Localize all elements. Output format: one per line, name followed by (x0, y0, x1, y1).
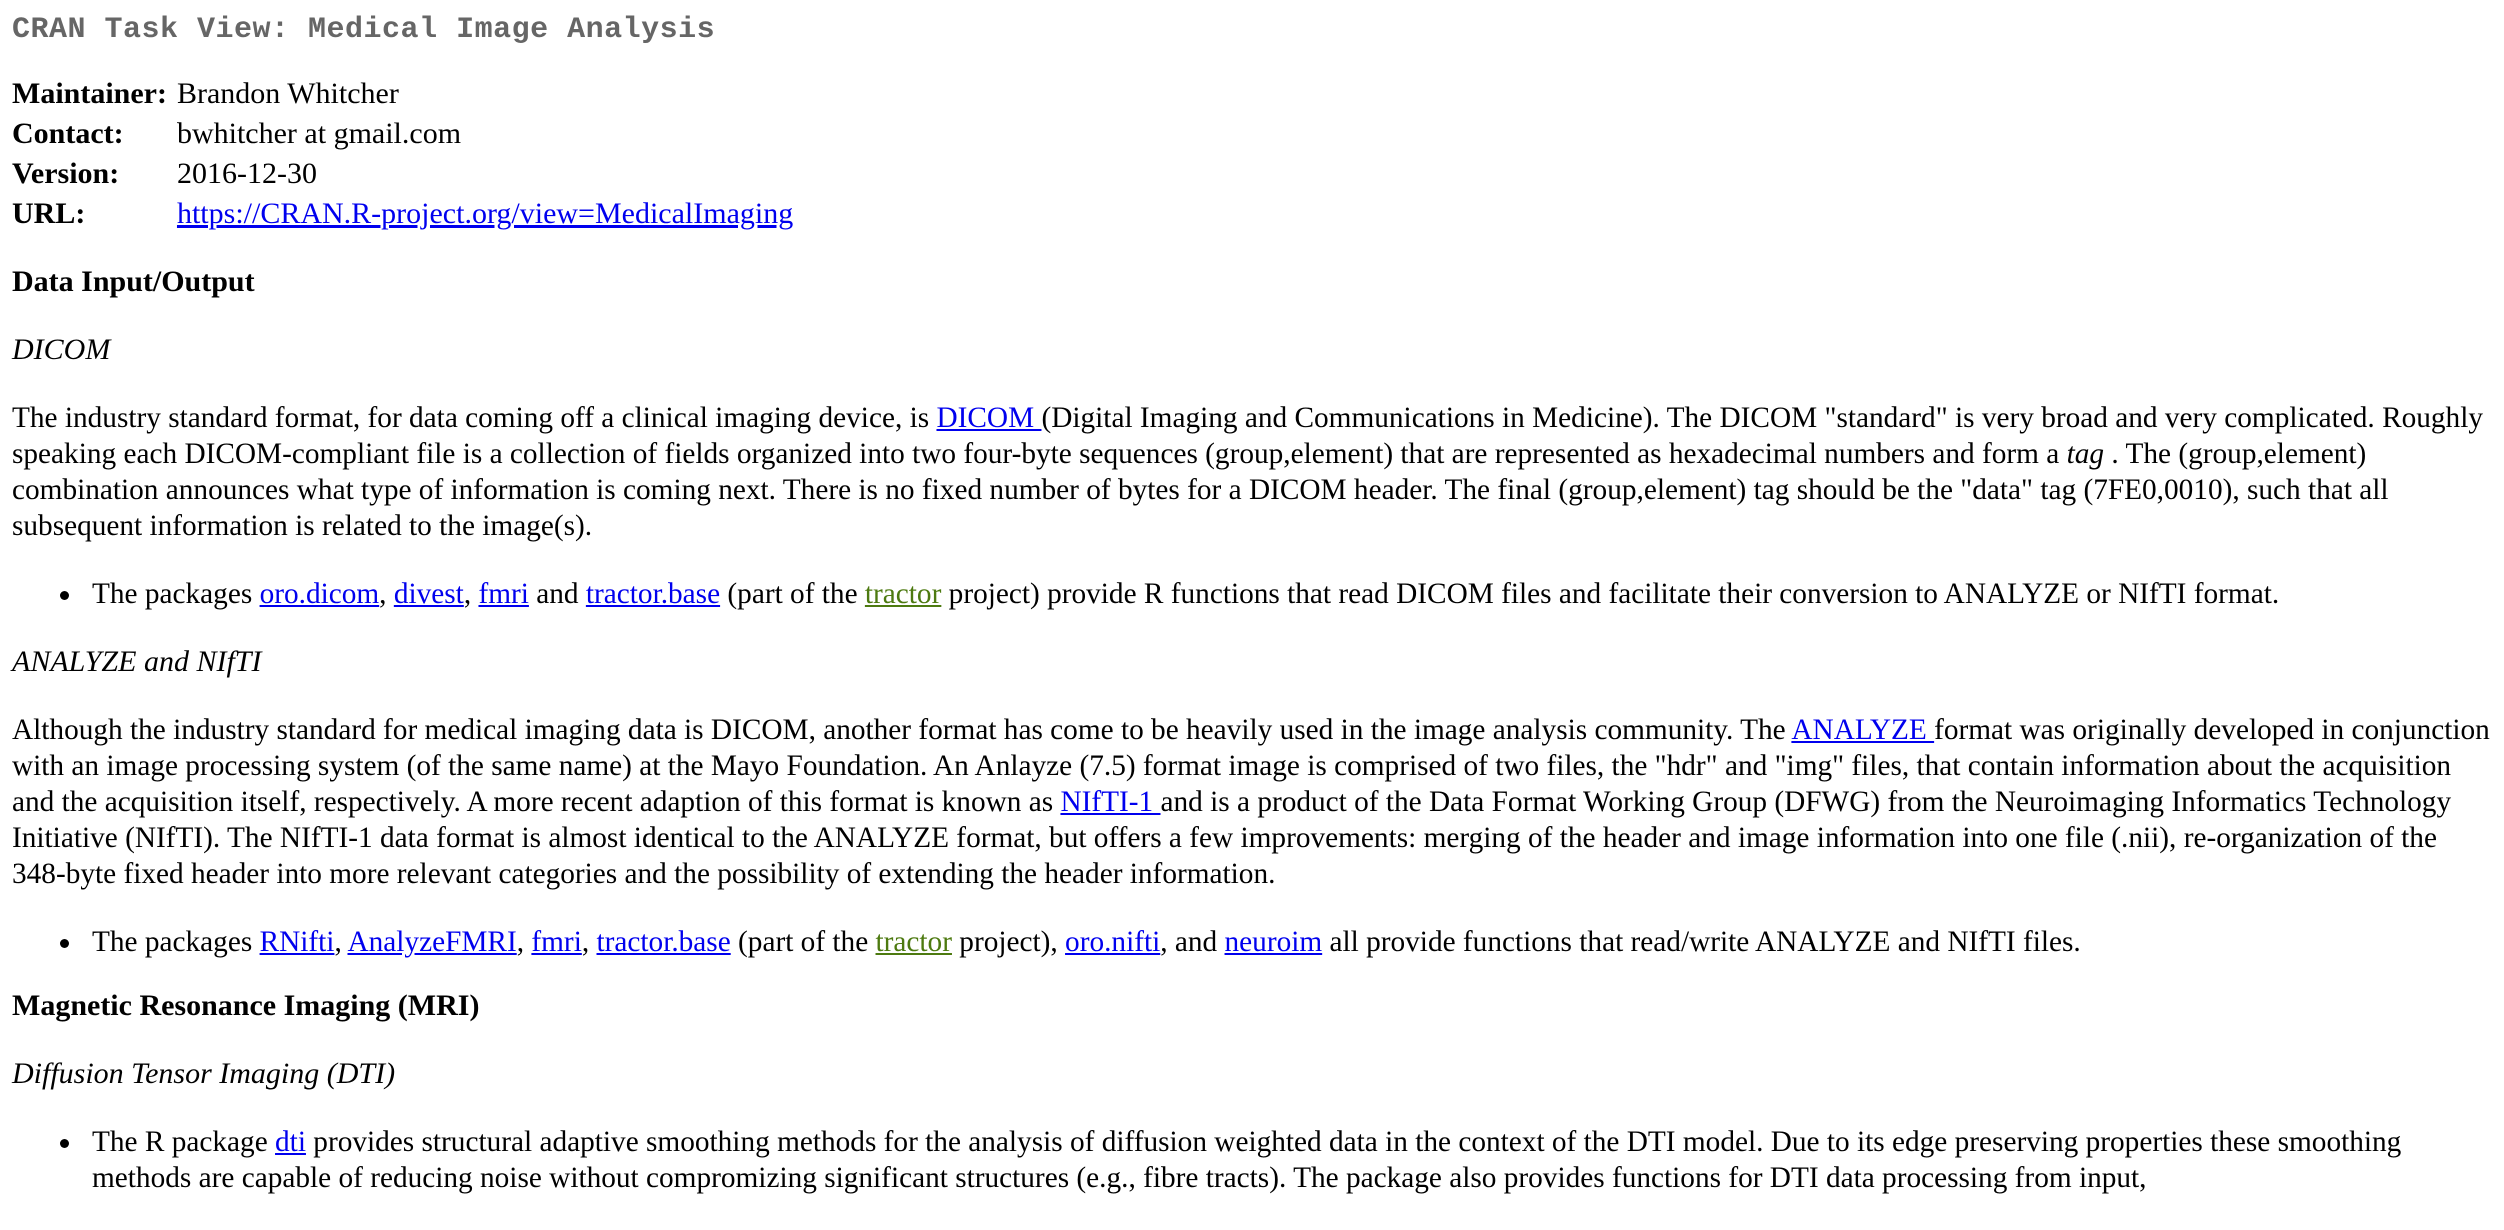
url-label: URL: (12, 197, 86, 230)
package-link-oro-dicom[interactable]: oro.dicom (259, 578, 380, 610)
package-link-analyzefmri[interactable]: AnalyzeFMRI (347, 926, 517, 958)
dicom-link[interactable]: DICOM (936, 402, 1042, 434)
dicom-tag-word: tag (2066, 438, 2105, 470)
bullet-text: project), (951, 926, 1066, 958)
bullet-text: , (334, 926, 348, 958)
list-item (92, 924, 2492, 960)
package-link-oro-nifti[interactable]: oro.nifti (1065, 926, 1161, 958)
subheading-analyze-nifti: ANALYZE and NIfTI (12, 645, 262, 678)
nifti-link[interactable]: NIfTI-1 (1060, 786, 1161, 818)
list-item (92, 1124, 2492, 1196)
page-content (12, 0, 2492, 1196)
bullet-text: , and (1160, 926, 1225, 958)
bullet-text: provides structural adaptive smoothing methods for the analysis of diffusion weighted data in the context of the DTI model. Due to its edge preserving properties these smoothing methods are capable of reducing noise without compromizing significant structures (e.g., fibre tracts). The package also provides functions for DTI data processing from input, (92, 1126, 2402, 1194)
bullet-text: (part of the (730, 926, 876, 958)
package-link-divest[interactable]: divest (393, 578, 464, 610)
contact-label: Contact: (12, 117, 124, 150)
meta-row-contact (12, 116, 793, 152)
version-value: 2016-12-30 (176, 157, 317, 190)
bullet-text: , (379, 578, 394, 610)
section-heading-data-io: Data Input/Output (12, 265, 255, 298)
bullet-text: , (581, 926, 597, 958)
dicom-package-list (12, 576, 2492, 612)
meta-row-maintainer (12, 76, 793, 112)
bullet-text: , (463, 578, 479, 610)
package-link-fmri[interactable]: fmri (478, 578, 529, 610)
bullet-text: , (516, 926, 532, 958)
task-view-url-link[interactable]: https://CRAN.R-project.org/view=MedicalImaging (176, 197, 794, 230)
contact-value: bwhitcher at gmail.com (176, 117, 462, 150)
meta-row-version (12, 156, 793, 192)
project-link-tractor[interactable]: tractor (875, 926, 952, 958)
analyze-paragraph (12, 712, 2492, 892)
subheading-dicom: DICOM (12, 333, 111, 366)
analyze-link[interactable]: ANALYZE (1791, 714, 1935, 746)
dicom-text-2: (Digital Imaging and Communications in Medicine). The DICOM "standard" is very broad and very complicated. Roughly speaking each DICOM-compliant file is a collection of fields organized into two four-byte sequences (group,element) that are represented as hexadecimal numbers and form a (12, 402, 2483, 470)
analyze-text-1: Although the industry standard for medical imaging data is DICOM, another format has come to be heavily used in the image analysis community. The (12, 714, 1792, 746)
version-label: Version: (12, 157, 120, 190)
analyze-package-list (12, 924, 2492, 960)
section-heading-mri: Magnetic Resonance Imaging (MRI) (12, 989, 480, 1022)
dicom-paragraph (12, 400, 2492, 544)
package-link-tractor-base[interactable]: tractor.base (585, 578, 721, 610)
page-title: CRAN Task View: Medical Image Analysis (12, 13, 716, 47)
bullet-text: all provide functions that read/write ANALYZE and NIfTI files. (1322, 926, 2081, 958)
meta-table (6, 72, 799, 236)
project-link-tractor[interactable]: tractor (864, 578, 942, 610)
analyze-text-2: format was originally developed in conjunction with an image processing system (of the same name) at the Mayo Foundation. An Anlayze (7.5) format image is comprised of two files, the "hdr" and "img" files, that contain information about the acquisition and the acquisition itself, respectively. A more recent adaption of this format is known as (12, 714, 2490, 818)
dicom-text-3: . The (group,element) combination announces what type of information is coming next. There is no fixed number of bytes for a DICOM header. The final (group,element) tag should be the "data" tag (7FE0,0010), such that all subsequent information is related to the image(s). (12, 438, 2389, 542)
bullet-text: project) provide R functions that read DICOM files and facilitate their conversion to ANALYZE or NIfTI format. (941, 578, 2280, 610)
meta-row-url (12, 196, 793, 232)
analyze-text-3: and is a product of the Data Format Working Group (DFWG) from the Neuroimaging Informatics Technology Initiative (NIfTI). The NIfTI-1 data format is almost identical to the ANALYZE format, but offers a few improvements: merging of the header and image information into one file (.nii), re-organization of the 348-byte fixed header into more relevant categories and the possibility of extending the header information. (12, 786, 2452, 890)
bullet-text: The packages (92, 926, 260, 958)
package-link-rnifti[interactable]: RNifti (259, 926, 335, 958)
dicom-text-1: The industry standard format, for data coming off a clinical imaging device, is (12, 402, 937, 434)
package-link-dti[interactable]: dti (275, 1126, 306, 1158)
dti-package-list (12, 1124, 2492, 1196)
package-link-tractor-base[interactable]: tractor.base (596, 926, 731, 958)
bullet-text: The packages (92, 578, 260, 610)
package-link-fmri[interactable]: fmri (531, 926, 582, 958)
subheading-dti: Diffusion Tensor Imaging (DTI) (12, 1057, 396, 1090)
bullet-text: The R package (92, 1126, 276, 1158)
bullet-text: and (528, 578, 586, 610)
bullet-text: (part of the (720, 578, 865, 610)
list-item (92, 576, 2492, 612)
maintainer-label: Maintainer: (12, 77, 167, 110)
maintainer-value: Brandon Whitcher (176, 77, 399, 110)
package-link-neuroim[interactable]: neuroim (1224, 926, 1323, 958)
